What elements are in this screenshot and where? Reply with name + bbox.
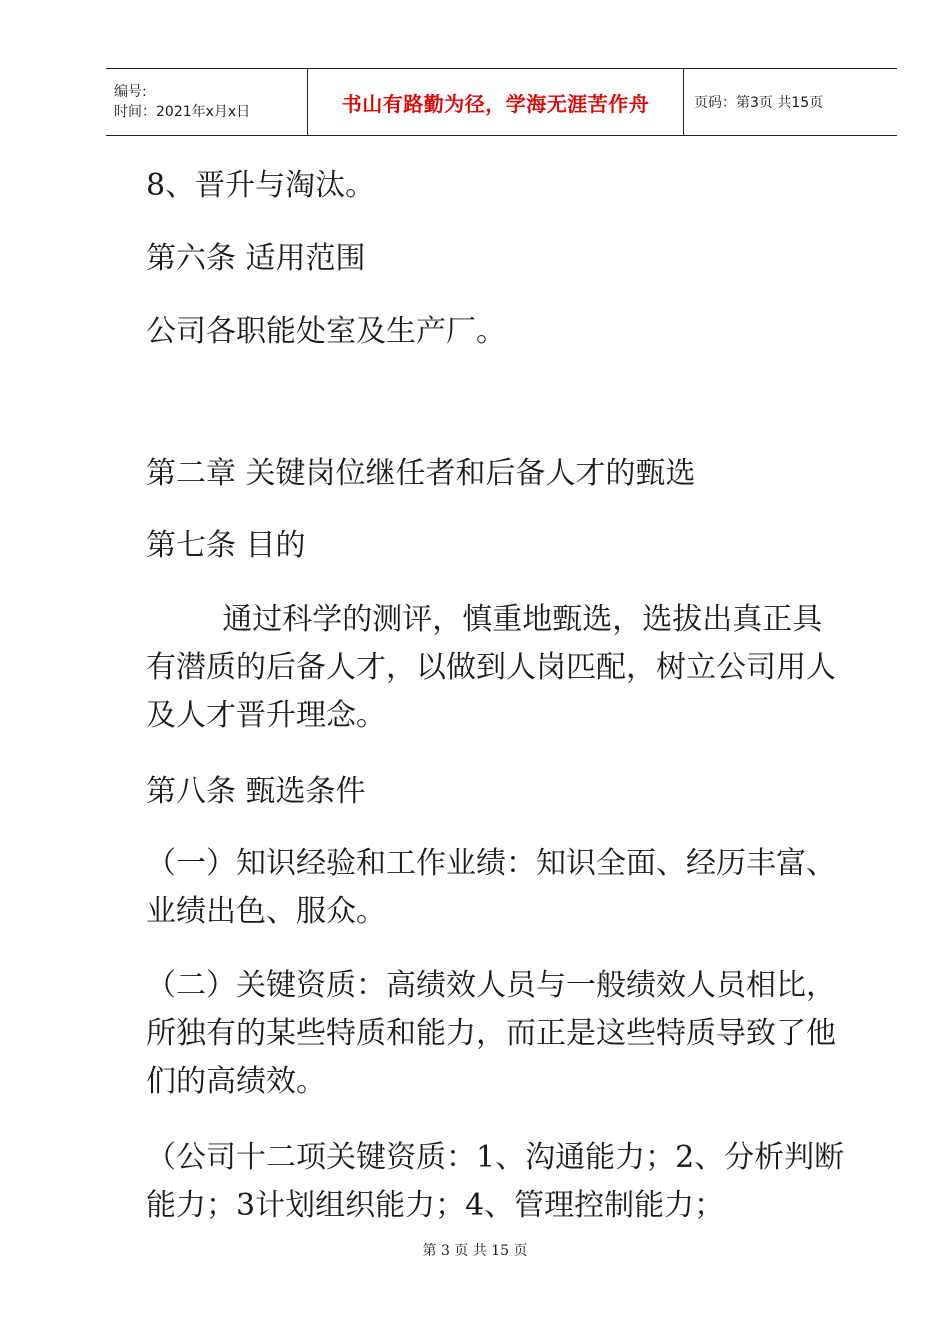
page-footer: 第 3 页 共 15 页: [422, 1243, 528, 1259]
motto-text: 书山有路勤为径，学海无涯苦作舟: [341, 91, 650, 116]
condition-two: （二）关键资质：高绩效人员与一般绩效人员相比，所独有的某些特质和能力，而正是这些特质导致了他们的高绩效。: [146, 968, 836, 1099]
header-right-cell: [684, 69, 897, 135]
paragraph-promotion: 8、晋升与淘汰。: [146, 168, 376, 203]
purpose-paragraph: 通过科学的测评，慎重地甄选，选拔出真正具有潜质的后备人才，以做到人岗匹配，树立公司用人及人才晋升理念。: [146, 602, 836, 733]
time-label: 时间：2021年x月x日: [114, 104, 251, 120]
article-six-heading: 第六条 适用范围: [146, 241, 366, 276]
key-qualities: （公司十二项关键资质：1、沟通能力；2、分析判断能力；3计划组织能力；4、管理控制能力；: [146, 1140, 845, 1223]
article-seven-heading: 第七条 目的: [146, 528, 306, 563]
header-left-cell: [106, 69, 308, 135]
scope-text: 公司各职能处室及生产厂。: [146, 314, 506, 349]
article-eight-heading: 第八条 甄选条件: [146, 774, 366, 809]
page-header: [106, 68, 897, 136]
page-info: 页码：第3页 共15页: [694, 95, 824, 111]
number-label: 编号:: [114, 84, 147, 100]
condition-one: （一）知识经验和工作业绩：知识全面、经历丰富、业绩出色、服众。: [146, 846, 836, 929]
header-motto-cell: [308, 69, 684, 135]
chapter-two-heading: 第二章 关键岗位继任者和后备人才的甄选: [146, 456, 696, 491]
